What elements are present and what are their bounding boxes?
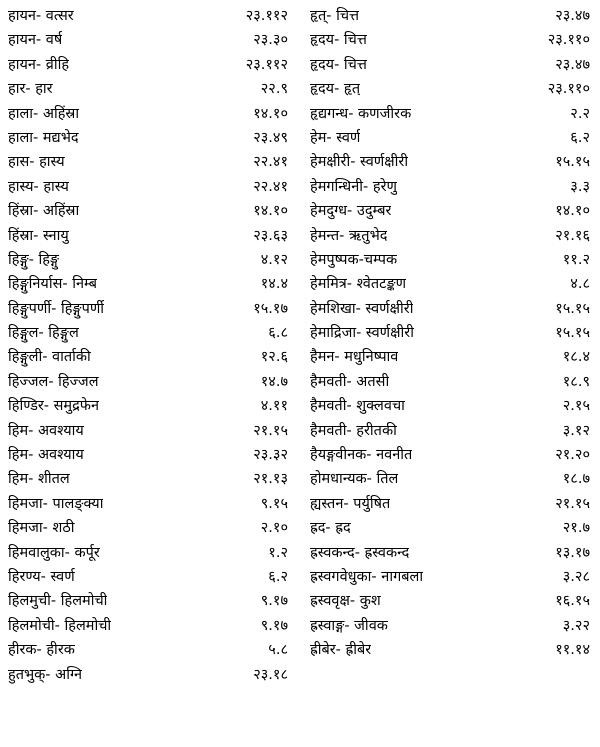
entry-term: हायन- व्रीहि [8, 56, 70, 73]
entry-term: हिरण्य- स्वर्ण [8, 568, 75, 585]
entry-reference: २.२ [570, 105, 590, 122]
entry-reference: २३.६३ [253, 227, 288, 244]
index-entry [310, 638, 592, 662]
entry-term: ह्रस्वगवेधुका- नागबला [310, 568, 424, 585]
entry-term: हिम- अवश्याय [8, 447, 84, 464]
entry-reference: ४.११ [260, 398, 288, 415]
index-entry [8, 4, 290, 28]
entry-reference: ९.१७ [260, 617, 288, 634]
entry-term: हैमवती- शुक्लवचा [310, 398, 405, 415]
index-entry [310, 516, 592, 540]
index-entry [310, 589, 592, 613]
entry-reference: १४.४ [260, 276, 288, 293]
entry-term: हैयङ्गवीनक- नवनीत [310, 447, 413, 464]
entry-term: हेमाद्रिजा- स्वर्णक्षीरी [310, 325, 414, 342]
entry-term: हिङ्गुल- हिङ्गुल [8, 325, 79, 342]
entry-term: हेम- स्वर्ण [310, 129, 361, 146]
entry-reference: ३.२२ [562, 617, 590, 634]
entry-term: हिज्जल- हिज्जल [8, 373, 99, 390]
entry-term: हास- हास्य [8, 154, 65, 171]
index-entry [310, 175, 592, 199]
entry-reference: १५.१५ [555, 154, 590, 171]
entry-reference: २३.३० [253, 32, 288, 49]
entry-reference: ६.२ [570, 129, 590, 146]
index-entry [8, 224, 290, 248]
index-entry [8, 175, 290, 199]
entry-term: हायन- वर्ष [8, 32, 63, 49]
index-entry [8, 638, 290, 662]
index-entry [310, 272, 592, 296]
entry-term: हिङ्गुनिर्यास- निम्ब [8, 276, 98, 293]
entry-reference: २२.९ [260, 81, 288, 98]
entry-reference: १४.१० [253, 105, 288, 122]
index-entry [8, 589, 290, 613]
index-entry [8, 516, 290, 540]
entry-reference: २३.११२ [245, 56, 288, 73]
entry-reference: ११.२ [562, 251, 590, 268]
entry-term: हेमन्त- ऋतुभेद [310, 227, 388, 244]
entry-term: हिंस्रा- अहिंस्रा [8, 203, 80, 220]
entry-reference: १४.७ [260, 373, 288, 390]
entry-term: हिमवालुका- कर्पूर [8, 544, 100, 561]
entry-term: ह्रस्वाङ्ग- जीवक [310, 617, 388, 634]
entry-term: हेमशिखा- स्वर्णक्षीरी [310, 300, 414, 317]
entry-term: ह्यस्तन- पर्युषित [310, 495, 391, 512]
index-entry [8, 53, 290, 77]
entry-reference: ९.१५ [260, 495, 288, 512]
entry-reference: ३.३ [570, 178, 590, 195]
entry-reference: १४.१० [555, 203, 590, 220]
index-entry [8, 150, 290, 174]
entry-term: हृदय- चित्त [310, 32, 367, 49]
entry-term: हृदय- चित्त [310, 56, 367, 73]
entry-reference: २३.४७ [555, 8, 590, 24]
index-entry [310, 126, 592, 150]
entry-term: हीरक- हीरक [8, 642, 75, 659]
index-entry [8, 370, 290, 394]
index-entry [310, 77, 592, 101]
index-entry [310, 297, 592, 321]
entry-term: हेमदुग्ध- उदुम्बर [310, 203, 392, 220]
index-entry [8, 199, 290, 223]
entry-term: हुतभुक्- अग्नि [8, 666, 83, 683]
entry-reference: २३.३२ [253, 447, 288, 464]
entry-reference: ६.२ [268, 568, 288, 585]
entry-reference: २३.११० [547, 81, 590, 98]
entry-term: हिण्डिर- समुद्रफेन [8, 398, 100, 415]
entry-reference: २१.२० [555, 447, 590, 464]
index-entry [8, 272, 290, 296]
index-entry [310, 345, 592, 369]
entry-term: हेमपुष्पक-चम्पक [310, 251, 398, 268]
entry-term: हृदय- हृत् [310, 81, 361, 98]
entry-term: हायन- वत्सर [8, 8, 74, 24]
entry-term: हृत्- चित्त [310, 8, 360, 24]
index-entry [310, 321, 592, 345]
entry-reference: १.२ [268, 544, 288, 561]
entry-reference: ५.८ [268, 642, 288, 659]
entry-reference: ४.८ [570, 276, 590, 293]
entry-reference: ३.२८ [562, 568, 590, 585]
entry-term: हिलमोची- हिलमोची [8, 617, 112, 634]
index-entry [310, 224, 592, 248]
entry-term: हिलमुची- हिलमोची [8, 593, 108, 610]
entry-term: हैमन- मधुनिष्पाव [310, 349, 399, 366]
index-entry [8, 443, 290, 467]
entry-reference: २२.४१ [253, 154, 288, 171]
index-entry [310, 467, 592, 491]
entry-reference: २१.१६ [555, 227, 590, 244]
index-entry [310, 394, 592, 418]
entry-reference: ३.१२ [562, 422, 590, 439]
entry-reference: १४.१० [253, 203, 288, 220]
entry-reference: १५.१५ [555, 325, 590, 342]
index-entry [310, 4, 592, 28]
entry-term: हास्य- हास्य [8, 178, 69, 195]
index-entry [8, 28, 290, 52]
index-entry [310, 419, 592, 443]
index-entry [8, 297, 290, 321]
entry-reference: २.१० [260, 520, 288, 537]
index-entry [310, 541, 592, 565]
entry-term: हेममित्र- श्वेतटङ्कण [310, 276, 407, 293]
entry-reference: २२.४१ [253, 178, 288, 195]
entry-term: हाला- मद्यभेद [8, 129, 79, 146]
index-entry [310, 492, 592, 516]
entry-term: ह्रीबेर- ह्रीबेर [310, 642, 372, 659]
entry-term: हार- हार [8, 81, 53, 98]
entry-reference: २३.११२ [245, 8, 288, 24]
entry-term: हेमगन्धिनी- हरेणु [310, 178, 397, 195]
entry-reference: २३.११० [547, 32, 590, 49]
entry-reference: १६.१५ [555, 593, 590, 610]
entry-reference: १५.१५ [555, 300, 590, 317]
index-entry [8, 663, 290, 687]
entry-reference: २.१५ [562, 398, 590, 415]
entry-term: ह्रस्ववृक्ष- कुश [310, 593, 381, 610]
entry-term: ह्रद- ह्रद [310, 520, 351, 537]
index-entry [8, 565, 290, 589]
entry-reference: १३.१७ [555, 544, 590, 561]
entry-reference: २३.१८ [253, 666, 288, 683]
index-entry [8, 492, 290, 516]
entry-reference: २३.४९ [253, 129, 288, 146]
index-entry [310, 28, 592, 52]
entry-reference: २१.१५ [555, 495, 590, 512]
index-entry [310, 199, 592, 223]
index-entry [8, 541, 290, 565]
entry-reference: १८.४ [562, 349, 590, 366]
index-entry [310, 248, 592, 272]
entry-reference: २३.४७ [555, 56, 590, 73]
entry-term: हृद्यगन्ध- कणजीरक [310, 105, 412, 122]
index-entry [8, 321, 290, 345]
right-column [310, 4, 592, 663]
entry-reference: ६.८ [268, 325, 288, 342]
entry-term: हैमवती- अतसी [310, 373, 390, 390]
index-entry [8, 467, 290, 491]
entry-reference: ९.१७ [260, 593, 288, 610]
index-entry [310, 565, 592, 589]
entry-term: हाला- अहिंस्रा [8, 105, 80, 122]
entry-reference: १८.९ [562, 373, 590, 390]
entry-reference: १५.१७ [253, 300, 288, 317]
index-entry [8, 345, 290, 369]
entry-reference: २१.७ [562, 520, 590, 537]
entry-reference: १२.६ [260, 349, 288, 366]
entry-term: हिङ्गुली- वार्ताकी [8, 349, 91, 366]
entry-term: हिमजा- शठी [8, 520, 75, 537]
index-entry [8, 77, 290, 101]
entry-term: हैमवती- हरीतकी [310, 422, 397, 439]
entry-reference: २१.१५ [253, 422, 288, 439]
index-entry [310, 614, 592, 638]
index-entry [8, 419, 290, 443]
entry-term: हिंस्रा- स्नायु [8, 227, 69, 244]
entry-term: होमधान्यक- तिल [310, 471, 399, 488]
entry-term: हिङ्गु- हिङ्गु [8, 251, 60, 268]
index-entry [310, 102, 592, 126]
entry-term: हिम- शीतल [8, 471, 70, 488]
entry-reference: १८.७ [562, 471, 590, 488]
index-entry [8, 102, 290, 126]
index-entry [310, 443, 592, 467]
index-entry [8, 248, 290, 272]
index-entry [310, 370, 592, 394]
entry-term: हिमजा- पालङ्क्या [8, 495, 104, 512]
entry-reference: २१.१३ [253, 471, 288, 488]
index-entry [8, 614, 290, 638]
index-entry [310, 150, 592, 174]
entry-term: हेमक्षीरी- स्वर्णक्षीरी [310, 154, 409, 171]
index-entry [8, 394, 290, 418]
entry-reference: ११.१४ [555, 642, 590, 659]
index-entry [310, 53, 592, 77]
left-column [8, 4, 290, 687]
entry-reference: ४.१२ [260, 251, 288, 268]
entry-term: ह्रस्वकन्द- ह्रस्वकन्द [310, 544, 410, 561]
index-entry [8, 126, 290, 150]
entry-term: हिङ्गुपर्णी- हिङ्गुपर्णी [8, 300, 105, 317]
entry-term: हिम- अवश्याय [8, 422, 84, 439]
